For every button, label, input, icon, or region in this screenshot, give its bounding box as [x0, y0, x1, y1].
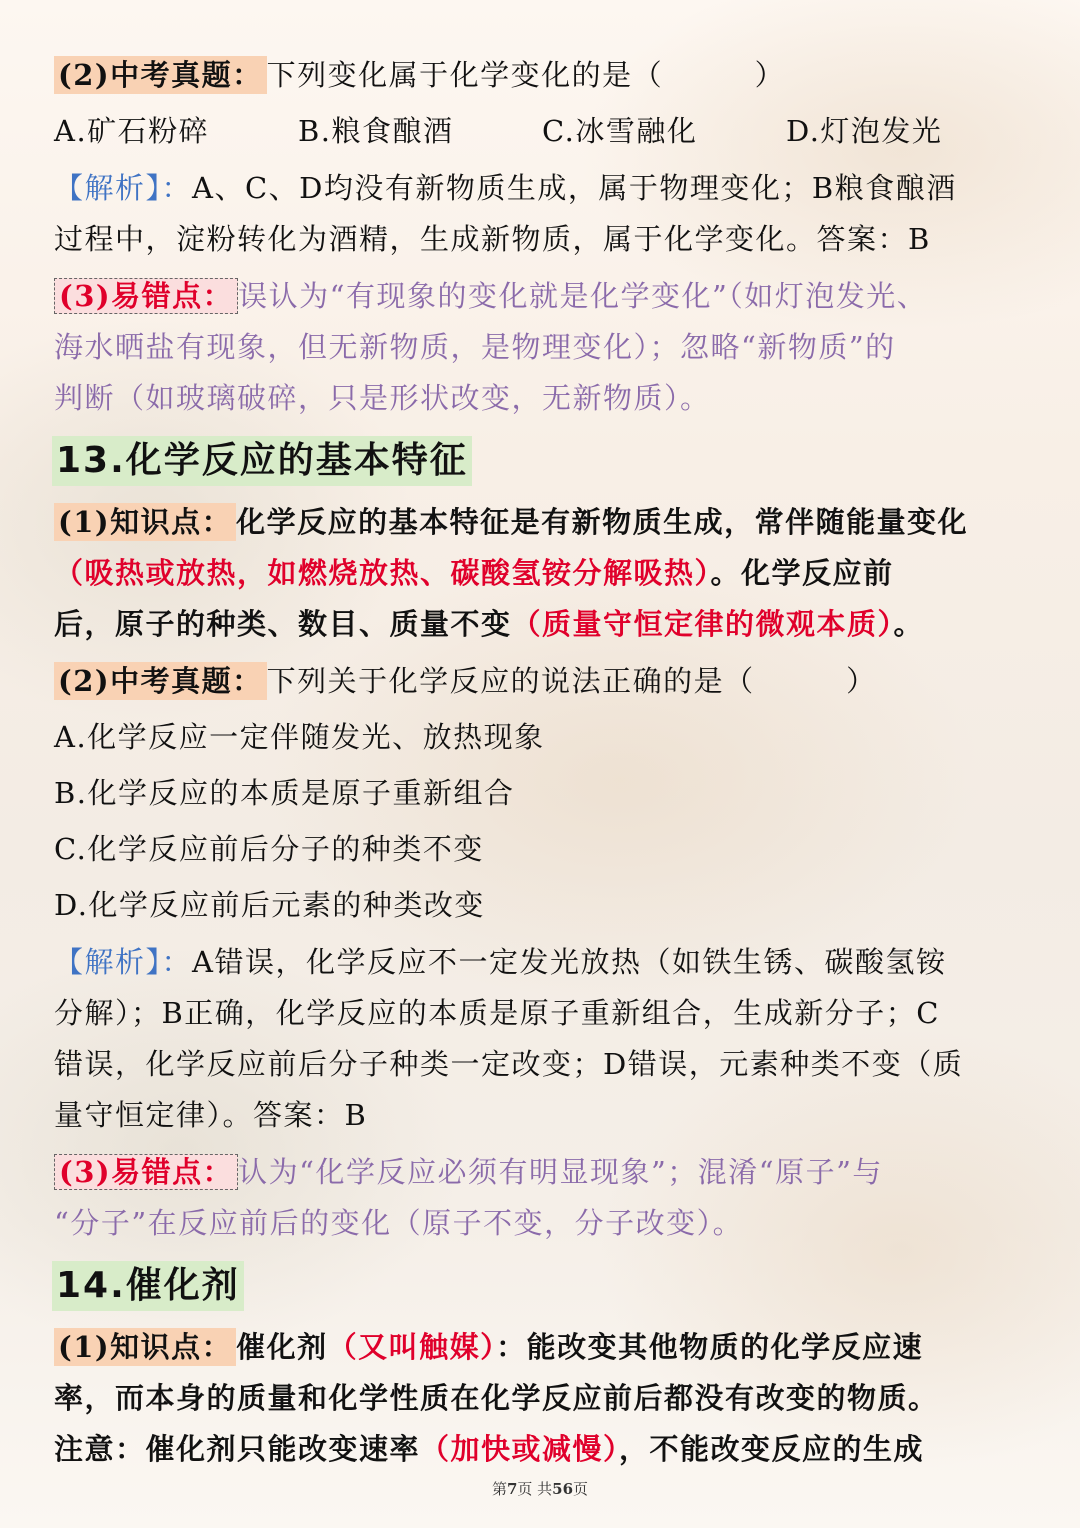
exam-tag: (2)中考真题： — [54, 662, 267, 700]
s14-knowledge-line-1 — [54, 1322, 1030, 1372]
option-d: D.灯泡发光 — [786, 114, 943, 148]
knowledge-text: 化学反应的基本特征是有新物质生成，常伴随能量变化 — [236, 505, 969, 539]
knowledge-text: 催化剂 — [236, 1330, 328, 1364]
error-text: 认为“化学反应必须有明显现象”；混淆“原子”与 — [238, 1155, 883, 1189]
s13-option-b: B.化学反应的本质是原子重新组合 — [54, 776, 515, 810]
page-footer — [0, 1478, 1080, 1499]
page-number: 7 — [506, 1480, 518, 1498]
exam-tag: (2)中考真题： — [54, 56, 267, 94]
s13-analysis-line-4: 量守恒定律）。答案：B — [54, 1098, 368, 1132]
q12-error-line-2: 海水晒盐有现象，但无新物质，是物理变化）；忽略“新物质”的 — [54, 330, 896, 364]
s13-knowledge-line-3 — [54, 599, 1030, 649]
q12-analysis-line-2: 过程中，淀粉转化为酒精，生成新物质，属于化学变化。答案：B — [54, 222, 931, 256]
footer-middle: 页 共 — [517, 1480, 553, 1498]
s13-error-line-1 — [54, 1147, 1030, 1197]
exam-question: 下列变化属于化学变化的是（ ） — [266, 58, 786, 92]
section-14-heading: 14.催化剂 — [52, 1261, 244, 1311]
q12-error-line-3: 判断（如玻璃破碎，只是形状改变，无新物质）。 — [54, 381, 711, 415]
analysis-text: A、C、D均没有新物质生成，属于物理变化；B粮食酿酒 — [192, 171, 957, 205]
knowledge-text: 后，原子的种类、数目、质量不变 — [54, 607, 512, 641]
s14-knowledge-line-3 — [54, 1424, 1030, 1474]
error-tag: (3)易错点： — [54, 1154, 238, 1190]
q12-exam-line — [54, 50, 1030, 100]
s13-knowledge-line-1 — [54, 497, 1030, 547]
s13-option-c: C.化学反应前后分子的种类不变 — [54, 832, 484, 866]
s13-exam-line — [54, 656, 1030, 706]
knowledge-text: ，不能改变反应的生成 — [619, 1432, 925, 1466]
footer-prefix: 第 — [491, 1480, 507, 1498]
knowledge-tag: (1)知识点： — [54, 1328, 236, 1366]
knowledge-period: 。 — [893, 607, 925, 641]
analysis-tag: 【解析】 — [54, 945, 162, 979]
knowledge-highlight: （加快或减慢） — [420, 1432, 620, 1466]
knowledge-highlight: （又叫触媒） — [327, 1330, 497, 1364]
s13-option-d: D.化学反应前后元素的种类改变 — [54, 888, 485, 922]
option-b: B.粮食酿酒 — [298, 114, 454, 148]
s13-error-line-2: “分子”在反应前后的变化（原子不变，分子改变）。 — [54, 1206, 744, 1240]
error-text: 误认为“有现象的变化就是化学变化”（如灯泡发光、 — [238, 279, 928, 313]
knowledge-highlight: （吸热或放热，如燃烧放热、碳酸氢铵分解吸热） — [54, 556, 711, 590]
analysis-colon: ： — [161, 945, 193, 979]
knowledge-text: ：能改变其他物质的化学反应速 — [496, 1330, 924, 1364]
s13-option-a: A.化学反应一定伴随发光、放热现象 — [54, 720, 545, 754]
s13-analysis-line-2: 分解）；B正确，化学反应的本质是原子重新组合，生成新分子；C — [54, 996, 941, 1030]
q12-options — [54, 106, 1030, 156]
exam-question: 下列关于化学反应的说法正确的是（ ） — [266, 664, 877, 698]
s13-knowledge-line-2 — [54, 548, 1030, 598]
option-a: A.矿石粉碎 — [54, 114, 210, 148]
s13-analysis-line-1 — [54, 937, 1030, 987]
s13-analysis-line-3: 错误，化学反应前后分子种类一定改变；D错误，元素种类不变（质 — [54, 1047, 964, 1081]
s14-knowledge-line-2: 率，而本身的质量和化学性质在化学反应前后都没有改变的物质。 — [54, 1381, 939, 1415]
knowledge-tag: (1)知识点： — [54, 503, 236, 541]
q12-error-line-1 — [54, 271, 1030, 321]
footer-suffix: 页 — [573, 1480, 589, 1498]
knowledge-text: 。化学反应前 — [710, 556, 894, 590]
analysis-text: A错误，化学反应不一定发光放热（如铁生锈、碳酸氢铵 — [192, 945, 947, 979]
knowledge-highlight: （质量守恒定律的微观本质） — [511, 607, 894, 641]
total-pages: 56 — [552, 1480, 574, 1498]
section-13-heading: 13.化学反应的基本特征 — [52, 436, 472, 486]
analysis-colon: ： — [161, 171, 193, 205]
knowledge-text: 注意：催化剂只能改变速率 — [54, 1432, 421, 1466]
q12-analysis-line-1 — [54, 163, 1030, 213]
error-tag: (3)易错点： — [54, 278, 238, 314]
analysis-tag: 【解析】 — [54, 171, 162, 205]
option-c: C.冰雪融化 — [542, 114, 698, 148]
